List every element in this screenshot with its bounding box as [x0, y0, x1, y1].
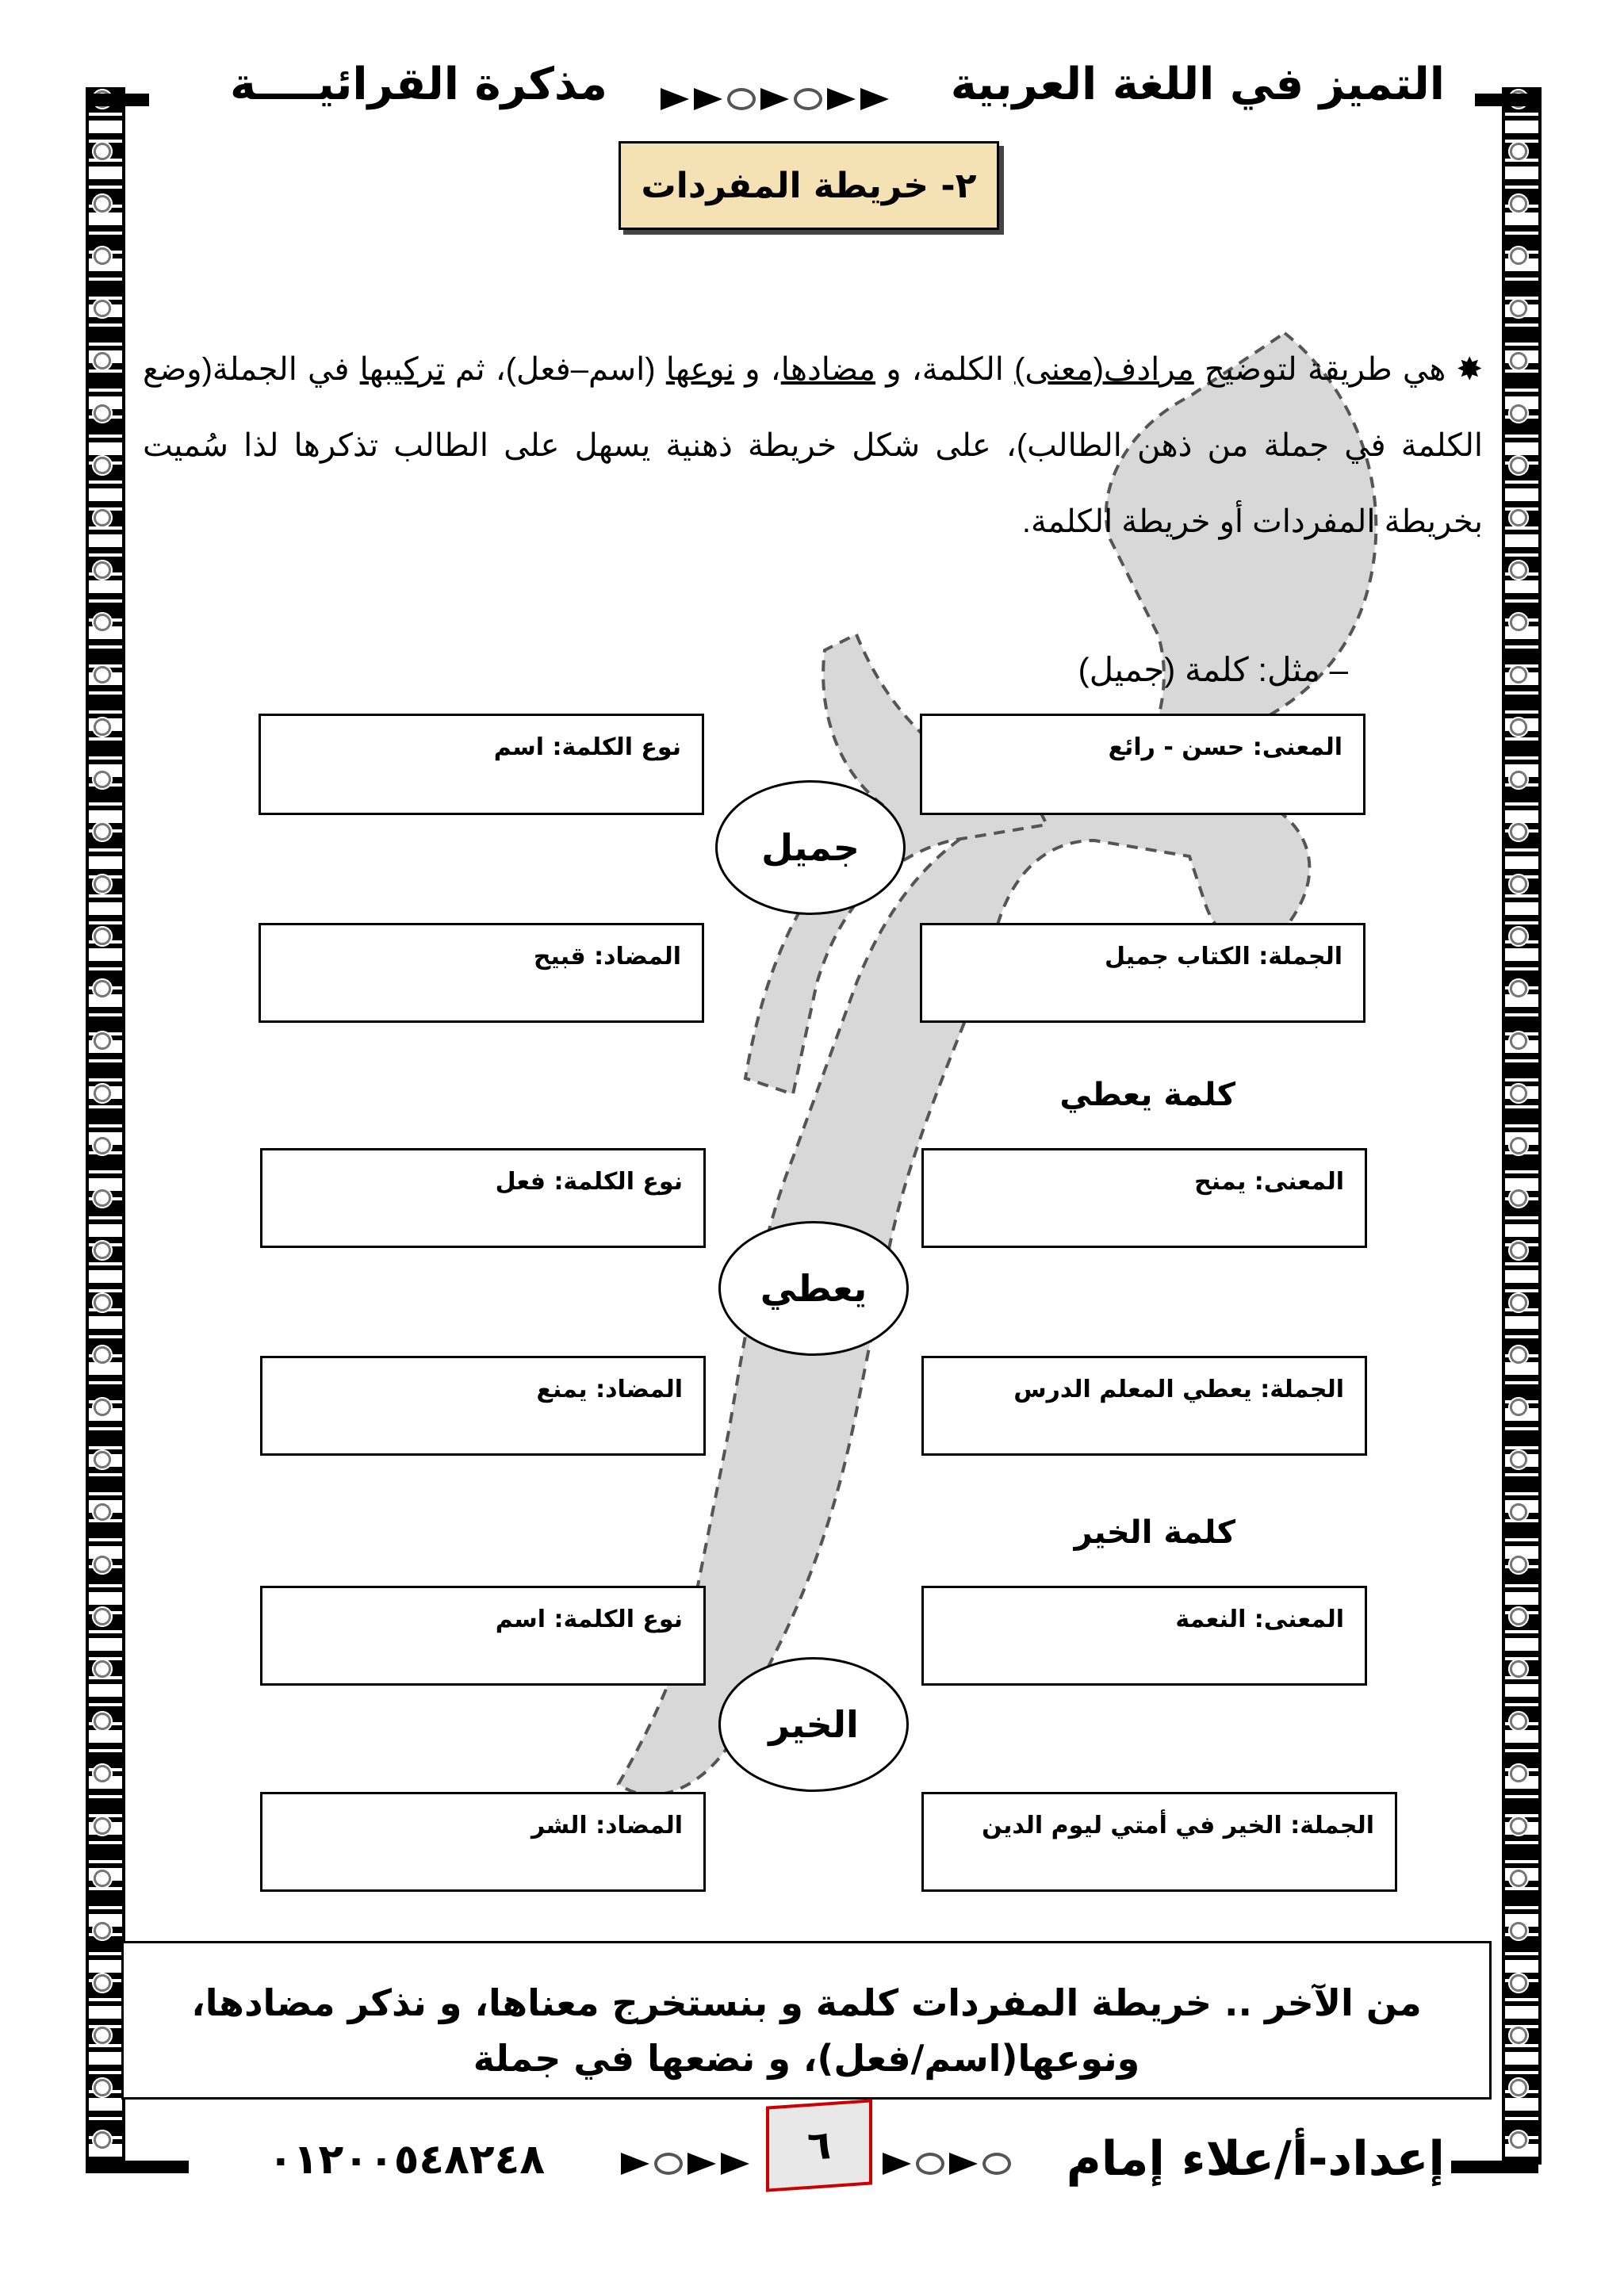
map2-opposite-box: المضاد: يمنع — [260, 1356, 706, 1456]
intro-underlined-3: نوعها — [665, 352, 735, 387]
bottom-border-right — [1451, 2161, 1538, 2173]
top-border-right — [1475, 94, 1538, 106]
star-bullet-icon: ✸ — [1446, 352, 1484, 387]
header-ornament — [658, 86, 891, 113]
example-label: – مثل: كلمة (جميل) — [1078, 651, 1348, 688]
map1-sentence-box: الجملة: الكتاب جميل — [920, 923, 1365, 1023]
map2-type-box: نوع الكلمة: فعل — [260, 1148, 706, 1248]
map1-opposite-box: المضاد: قبيح — [259, 923, 704, 1023]
header-left-title: مذكرة القرائيــــة — [230, 59, 607, 110]
intro-underlined-2: مضادها — [780, 352, 876, 387]
bottom-border-left — [86, 2161, 189, 2173]
map3-heading: كلمة الخير — [1074, 1514, 1235, 1551]
section-title-box — [619, 141, 999, 230]
map3-meaning-box: المعنى: النعمة — [921, 1586, 1367, 1686]
map2-word-ellipse: يعطي — [718, 1221, 909, 1356]
page-number: ٦ — [806, 2121, 832, 2170]
intro-underlined-1: مرادف(معنى) — [1014, 352, 1194, 387]
map2-meaning-box: المعنى: يمنح — [921, 1148, 1367, 1248]
map2-sentence-box: الجملة: يعطي المعلم الدرس — [921, 1356, 1367, 1456]
left-flower-border — [90, 87, 114, 2165]
intro-paragraph — [143, 331, 1483, 560]
header-right-title: التميز في اللغة العربية — [950, 59, 1445, 110]
intro-text-1: هي طريقة لتوضيح — [1193, 352, 1446, 387]
intro-text-3: ، و — [734, 352, 781, 387]
section-title: ٢- خريطة المفردات — [641, 165, 977, 206]
intro-underlined-4: تركيبها — [359, 352, 445, 387]
map3-type-box: نوع الكلمة: اسم — [260, 1586, 706, 1686]
right-flower-border — [1507, 87, 1530, 2165]
footer-ornament-right — [880, 2150, 1013, 2177]
footer-phone: ٠١٢٠٠٥٤٨٢٤٨ — [268, 2136, 546, 2184]
intro-text-5: في الجملة(وضع الكلمة في جملة من ذهن الطالب)، على شكل خريطة ذهنية يسهل على الطالب تذكرها لذا سُميت بخريطة المفردات أو خريطة الكلمة. — [143, 352, 1483, 539]
map3-word-ellipse: الخير — [718, 1657, 909, 1792]
conclusion-box: من الآخر .. خريطة المفردات كلمة و بنستخرج معناها، و نذكر مضادها، ونوعها(اسم/فعل)، و نضعها في جملة — [121, 1941, 1492, 2100]
intro-text-4: (اسم–فعل)، ثم — [444, 352, 666, 387]
map3-opposite-box: المضاد: الشر — [260, 1792, 706, 1892]
intro-text-2: الكلمة، و — [875, 352, 1015, 387]
map1-word-ellipse: جميل — [715, 780, 906, 915]
top-border-left — [86, 94, 149, 106]
map3-sentence-box: الجملة: الخير في أمتي ليوم الدين — [921, 1792, 1397, 1892]
map1-meaning-box: المعنى: حسن - رائع — [920, 714, 1365, 815]
page-number-badge — [766, 2099, 872, 2192]
map2-heading: كلمة يعطي — [1059, 1077, 1235, 1113]
footer-ornament-left — [619, 2150, 752, 2177]
map1-type-box: نوع الكلمة: اسم — [259, 714, 704, 815]
footer-author: إعداد-أ/علاء إمام — [1066, 2131, 1445, 2187]
